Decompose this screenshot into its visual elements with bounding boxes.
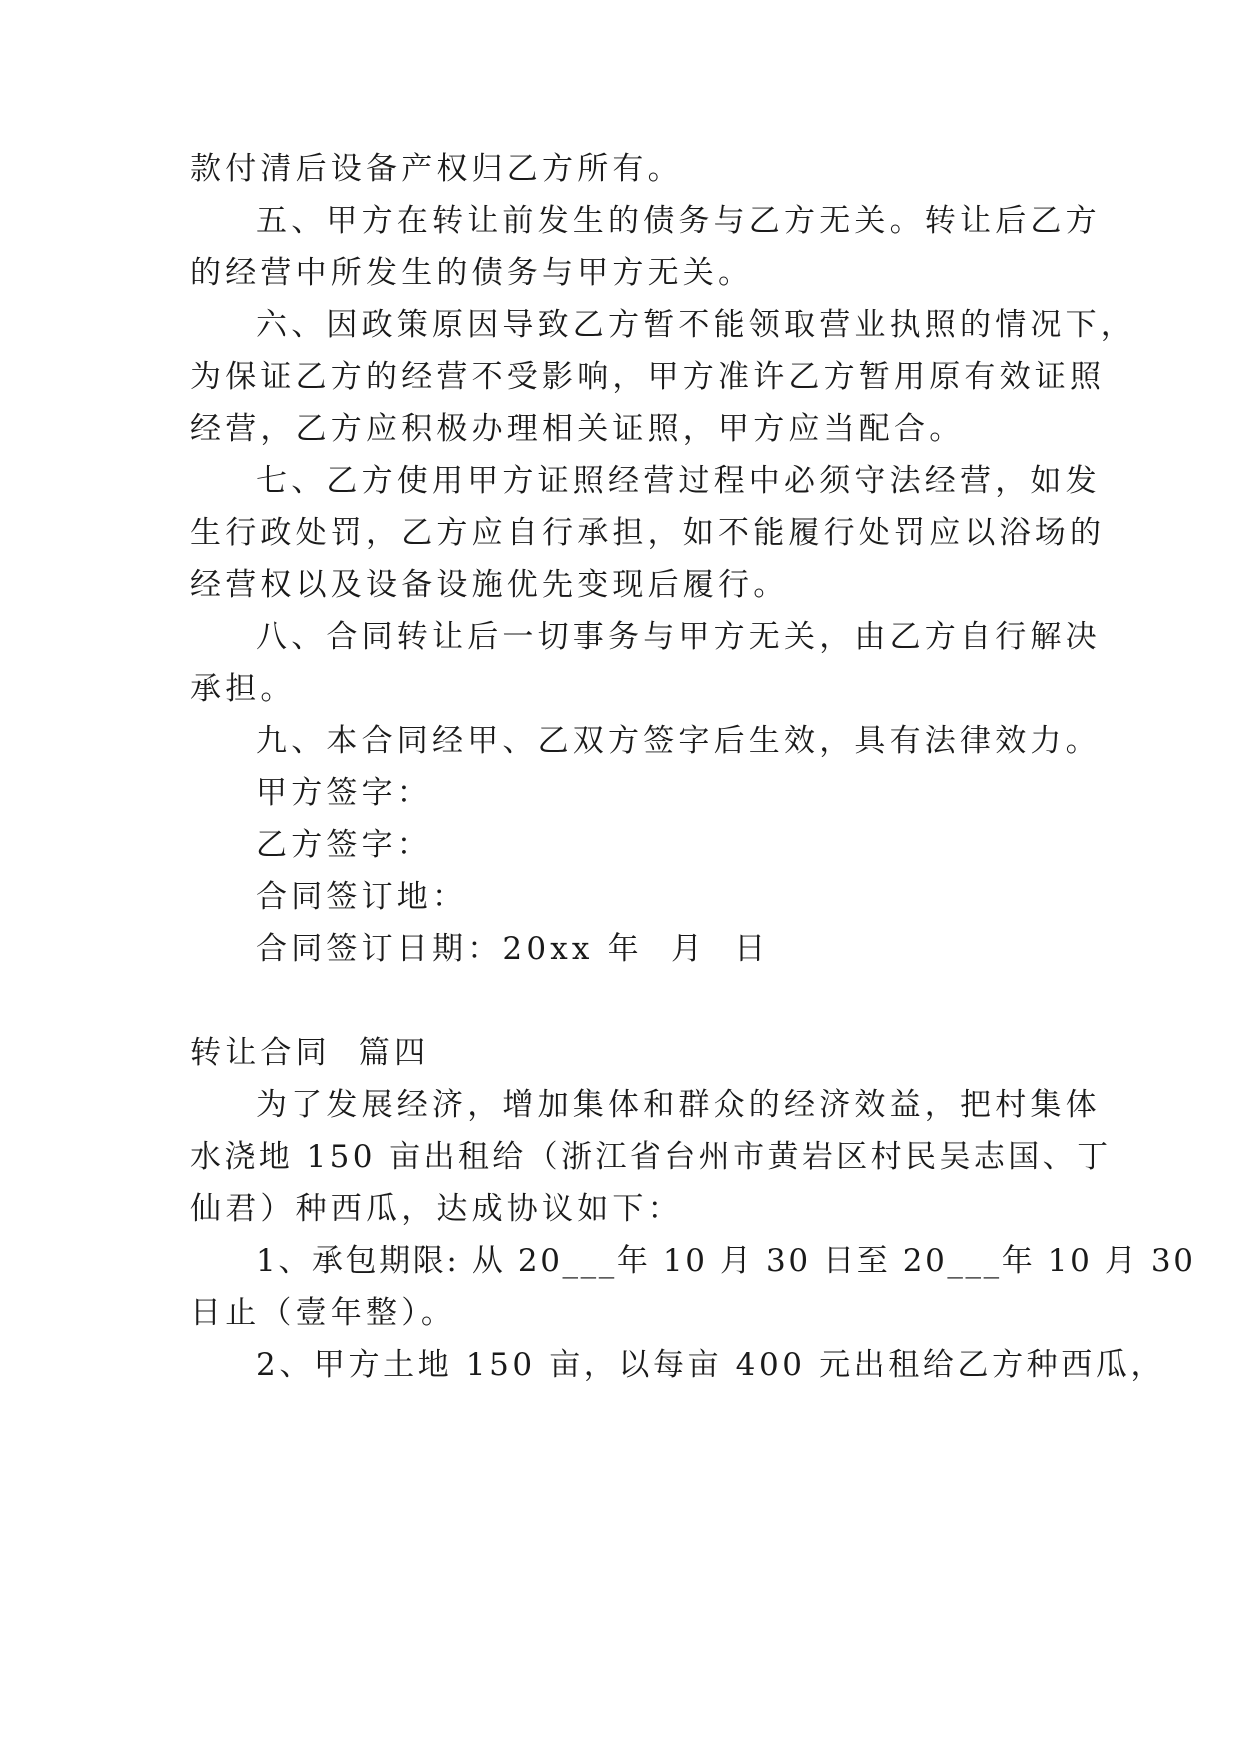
text-line: 日止（壹年整）。	[190, 1295, 457, 1331]
section-heading: 转让合同 篇四	[190, 1035, 430, 1071]
text-line: 的经营中所发生的债务与甲方无关。	[190, 255, 754, 291]
text-line: 承担。	[190, 671, 296, 707]
text-line: 款付清后设备产权归乙方所有。	[190, 151, 683, 187]
text-line: 为了发展经济，增加集体和群众的经济效益，把村集体	[256, 1087, 1101, 1123]
text-line: 生行政处罚，乙方应自行承担，如不能履行处罚应以浴场的	[190, 515, 1106, 551]
clause-seven: 七、乙方使用甲方证照经营过程中必须守法经营，如发	[256, 463, 1101, 499]
term-clause: 1、承包期限: 从 20___年 10 月 30 日至 20___年 10 月 30	[256, 1243, 1196, 1279]
clause-six: 六、因政策原因导致乙方暂不能领取营业执照的情况下，	[256, 307, 1136, 343]
party-a-signature: 甲方签字：	[256, 775, 432, 811]
text-line: 水浇地 150 亩出租给（浙江省台州市黄岩区村民吴志国、丁	[190, 1139, 1112, 1175]
rent-clause: 2、甲方土地 150 亩，以每亩 400 元出租给乙方种西瓜，	[256, 1347, 1166, 1383]
party-b-signature: 乙方签字：	[256, 827, 432, 863]
text-line: 仙君）种西瓜，达成协议如下：	[190, 1191, 683, 1227]
text-line: 经营，乙方应积极办理相关证照，甲方应当配合。	[190, 411, 965, 447]
signing-place: 合同签订地：	[256, 879, 468, 915]
signing-date: 合同签订日期：20xx 年 月 日	[256, 931, 770, 967]
clause-nine: 九、本合同经甲、乙双方签字后生效，具有法律效力。	[256, 723, 1101, 759]
clause-five: 五、甲方在转让前发生的债务与乙方无关。转让后乙方	[256, 203, 1101, 239]
clause-eight: 八、合同转让后一切事务与甲方无关，由乙方自行解决	[256, 619, 1101, 655]
text-line: 经营权以及设备设施优先变现后履行。	[190, 567, 789, 603]
text-line: 为保证乙方的经营不受影响，甲方准许乙方暂用原有效证照	[190, 359, 1106, 395]
